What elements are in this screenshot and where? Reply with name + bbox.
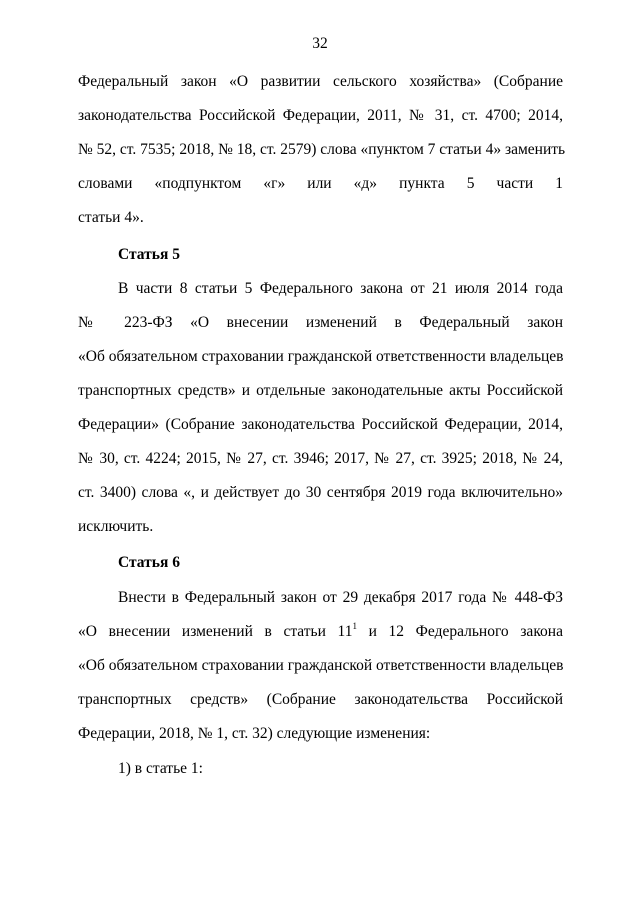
- text-line: № 52, ст. 7535; 2018, № 18, ст. 2579) слова «пунктом 7 статьи 4» заменить: [78, 141, 566, 158]
- text-line: ст. 3400) слова «, и действует до 30 сентября 2019 года включительно»: [78, 484, 563, 501]
- list-item: 1) в статье 1:: [118, 760, 203, 777]
- text-line: В части 8 статьи 5 Федерального закона от 21 июля 2014 года: [118, 280, 563, 297]
- text-line: № 30, ст. 4224; 2015, № 27, ст. 3946; 2017, № 27, ст. 3925; 2018, № 24,: [78, 450, 563, 467]
- text-line: «Об обязательном страховании гражданской ответственности владельцев: [78, 657, 564, 674]
- text-line: «Об обязательном страховании гражданской ответственности владельцев: [78, 348, 564, 365]
- text-line: транспортных средств» и отдельные законодательные акты Российской: [78, 382, 563, 399]
- text-line: законодательства Российской Федерации, 2011, № 31, ст. 4700; 2014,: [78, 107, 563, 124]
- text-line: [78, 622, 563, 642]
- text-line: транспортных средств» (Собрание законодательства Российской: [78, 691, 563, 708]
- article-5-heading: Статья 5: [118, 246, 180, 263]
- text-line: Федеральный закон «О развитии сельского хозяйства» (Собрание: [78, 73, 563, 90]
- text-fragment: и 12 Федерального закона: [356, 623, 563, 640]
- text-line: № 223-ФЗ «О внесении изменений в Федеральный закон: [78, 314, 563, 331]
- page-number: 32: [312, 35, 328, 52]
- text-line: исключить.: [78, 518, 154, 535]
- text-line: словами «подпунктом «г» или «д» пункта 5 части 1: [78, 175, 563, 192]
- text-line: Внести в Федеральный закон от 29 декабря 2017 года № 448-ФЗ: [118, 589, 563, 606]
- article-6-heading: Статья 6: [118, 554, 180, 571]
- text-fragment: «О внесении изменений в статьи 11: [78, 623, 353, 640]
- text-line: Федерации, 2018, № 1, ст. 32) следующие изменения:: [78, 725, 431, 742]
- text-line: Федерации» (Собрание законодательства Российской Федерации, 2014,: [78, 416, 563, 433]
- text-line: статьи 4».: [78, 209, 144, 226]
- superscript: 1: [352, 621, 357, 631]
